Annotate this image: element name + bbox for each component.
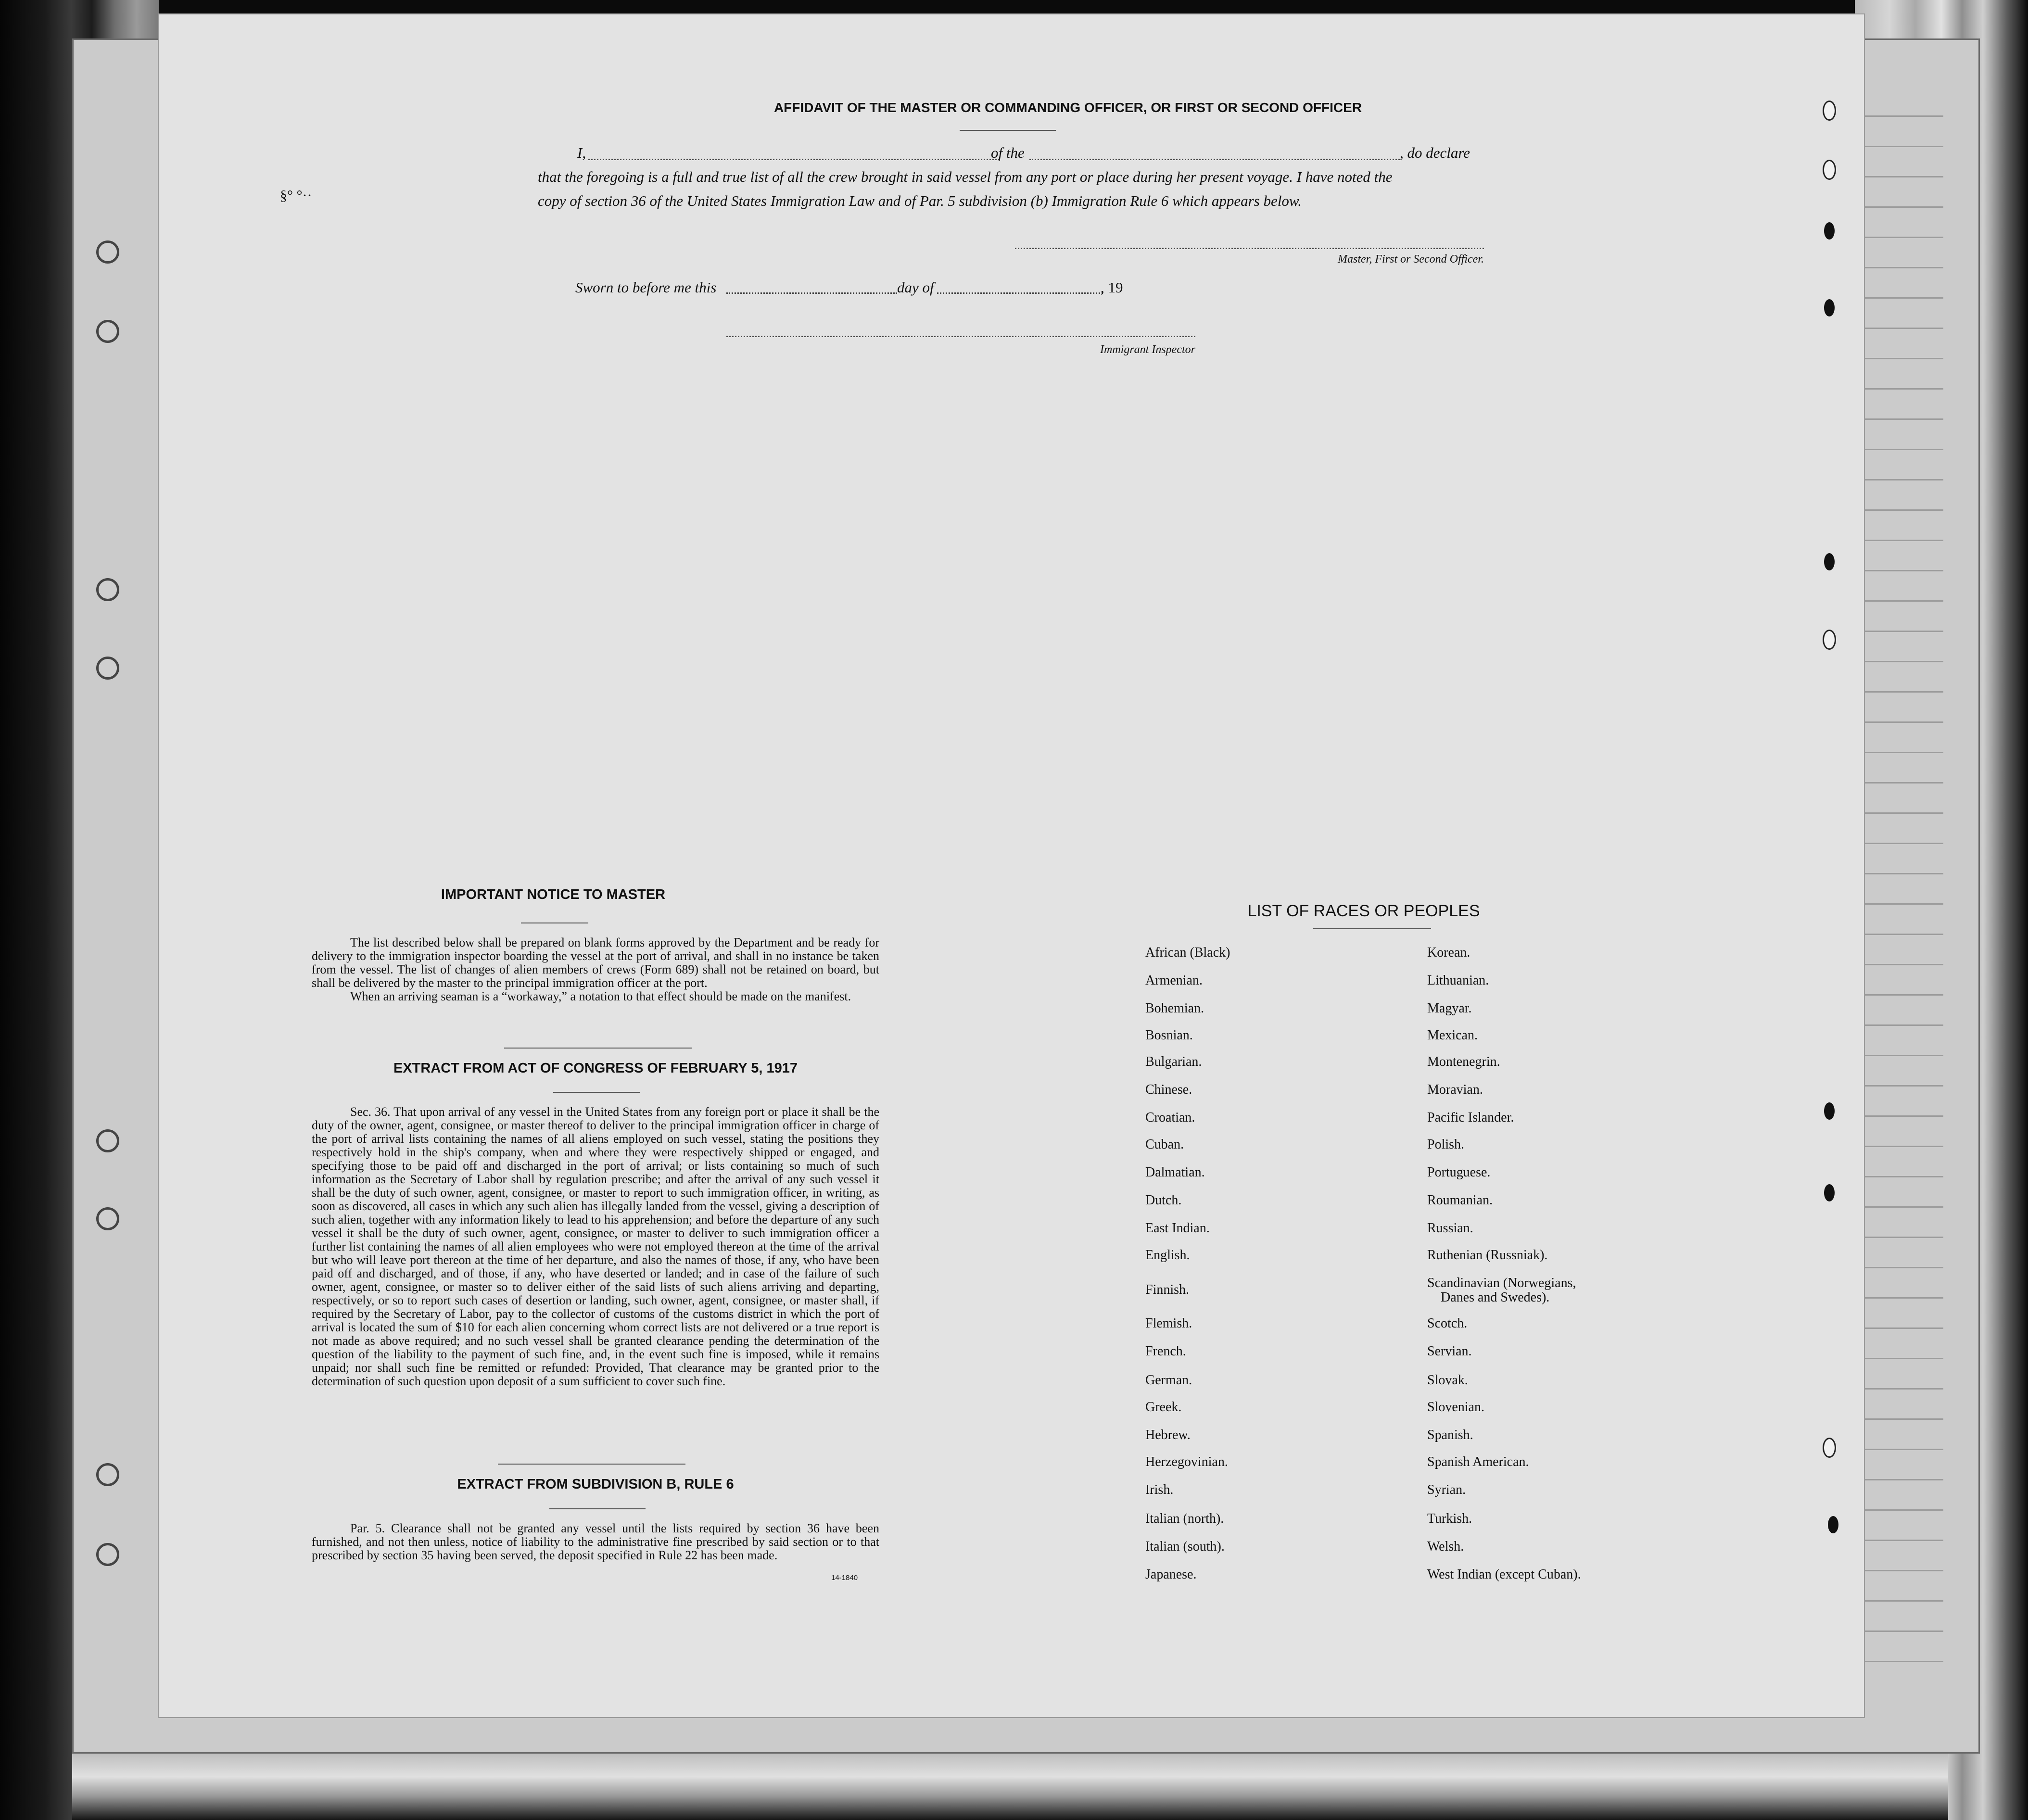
affidavit-declare: , do declare	[1400, 144, 1470, 161]
race-item: English.	[1145, 1248, 1190, 1263]
affidavit-line3: copy of section 36 of the United States Immigration Law and of Par. 5 subdivision (b) Immigration Rule 6 which appears below.	[538, 192, 1302, 209]
binder-hole	[1824, 1439, 1835, 1456]
punch-hole	[96, 1207, 119, 1230]
race-item: German.	[1145, 1373, 1192, 1388]
race-item: Russian.	[1427, 1221, 1473, 1236]
extract-act-underline	[553, 1092, 640, 1093]
binder-hole	[1824, 1184, 1835, 1201]
race-item: Italian (south).	[1145, 1539, 1225, 1554]
race-item: Greek.	[1145, 1400, 1182, 1415]
race-item: Servian.	[1427, 1344, 1472, 1359]
race-item: Italian (north).	[1145, 1511, 1224, 1526]
race-item: Magyar.	[1427, 1001, 1472, 1016]
punch-hole	[96, 1463, 119, 1486]
race-item: Bosnian.	[1145, 1028, 1193, 1043]
inspector-label: Immigrant Inspector	[1100, 343, 1195, 356]
race-item: Hebrew.	[1145, 1428, 1191, 1442]
title-underline	[960, 130, 1056, 131]
extract-act-title: EXTRACT FROM ACT OF CONGRESS OF FEBRUARY 5, 1917	[393, 1061, 798, 1076]
affidavit-title: AFFIDAVIT OF THE MASTER OR COMMANDING OFFICER, OR FIRST OR SECOND OFFICER	[773, 100, 1362, 115]
race-item: Montenegrin.	[1427, 1054, 1500, 1069]
binder-hole	[1824, 222, 1835, 240]
race-item: Dalmatian.	[1145, 1165, 1205, 1180]
binder-hole	[1824, 161, 1835, 178]
race-item: Spanish.	[1427, 1428, 1473, 1442]
race-item: Mexican.	[1427, 1028, 1478, 1043]
race-item: Lithuanian.	[1427, 973, 1489, 988]
section-divider	[504, 1048, 692, 1049]
binder-hole	[1824, 553, 1835, 570]
race-item: Finnish.	[1145, 1282, 1190, 1297]
par-5-text: Par. 5. Clearance shall not be granted any vessel until the lists required by section 36 have been furnished, and not then unless, notice of liability to the administrative fine prescribed by said section or to that prescribed by section 35 having been served, the deposit specified in Rule 22 has been made.	[312, 1521, 879, 1562]
extract-rule-text	[312, 1522, 879, 1562]
race-item: Turkish.	[1427, 1511, 1472, 1526]
race-item: Chinese.	[1145, 1082, 1192, 1097]
form-number: 14-1840	[831, 1574, 858, 1582]
vessel-blank[interactable]	[1029, 159, 1400, 160]
race-item: Japanese.	[1145, 1567, 1197, 1582]
race-item: Dutch.	[1145, 1193, 1182, 1208]
master-signature-label: Master, First or Second Officer.	[1338, 253, 1484, 265]
race-item: Slovak.	[1427, 1373, 1468, 1388]
affidavit-line2: that the foregoing is a full and true list of all the crew brought in said vessel from any port or place during her present voyage. I have noted the	[538, 168, 1393, 185]
race-item: West Indian (except Cuban).	[1427, 1567, 1581, 1582]
race-item: Bohemian.	[1145, 1001, 1204, 1016]
section-36-text: Sec. 36. That upon arrival of any vessel in the United States from any foreign port or place it shall be the duty of the owner, agent, consignee, or master thereof to deliver to the principal immigration officer in charge of the port of arrival lists containing the names of all aliens employed on such vessel, stating the positions they respectively hold in the ship's company, when and where they were respectively shipped or engaged, and specifying those to be paid off and discharged in the port of arrival; or lists containing so much of such information as the Secretary of Labor shall by regulation prescribe; and after the arrival of any such vessel it shall be the duty of such owner, agent, consignee, or master to report to such immigration officer, in writing, as soon as discovered, all cases in which any such alien has illegally landed from the vessel, giving a description of such alien, together with any information likely to lead to his apprehension; and before the departure of any such vessel it shall be the duty of such owner, agent, consignee, or master to deliver to such immigration officer a further list containing the names of all alien employees who were not employed thereon at the time of the arrival but who will leave port thereon at the time of her departure, and also the names of those, if any, who have been paid off and discharged, and of those, if any, who have deserted or landed; and in case of the failure of such owner, agent, consignee, or master so to deliver either of the said lists of such aliens arriving and departing, respectively, or so to report such cases of desertion or landing, such owner, agent, consignee, or master shall, if required by the Secretary of Labor, pay to the collector of customs of the customs district in which the port of arrival is located the sum of $10 for each alien concerning whom correct lists are not delivered or a true report is not made as above required; and no such vessel shall be granted clearance pending the determination of the question of the liability to the payment of such fine, and, in the event such fine is imposed, while it remains unpaid; nor shall such fine be remitted or refunded: Provided, That clearance may be granted prior to the determination of such question upon deposit of a sum sufficient to cover such fine.	[312, 1105, 879, 1388]
race-item: Scotch.	[1427, 1316, 1468, 1331]
punch-hole	[96, 1129, 119, 1152]
notice-paragraph-2: When an arriving seaman is a “workaway,” a notation to that effect should be made on the manifest.	[350, 989, 851, 1003]
race-item: Scandinavian (Norwegians,	[1427, 1276, 1576, 1290]
sworn-day-blank[interactable]	[726, 292, 897, 294]
race-item: Roumanian.	[1427, 1193, 1493, 1208]
binder-hole	[1824, 299, 1835, 316]
notice-paragraph-1: The list described below shall be prepared on blank forms approved by the Department and be ready for delivery to the immigration inspector boarding the vessel at the port of arrival, and shall in no instance be taken from the vessel. The list of changes of alien members of crews (Form 689) shall not be retained on board, but shall be delivered by the master to the principal immigration officer at the port.	[312, 935, 879, 990]
punch-hole	[96, 1543, 119, 1566]
binder-hole	[1824, 1102, 1835, 1120]
affidavit-i: I,	[577, 144, 586, 161]
races-title: LIST OF RACES OR PEOPLES	[1247, 902, 1480, 920]
name-blank[interactable]	[588, 159, 1000, 160]
sworn-year: , 19	[1101, 279, 1123, 296]
sworn-prefix: Sworn to before me this	[575, 279, 717, 296]
underlying-sheet-lines	[1857, 87, 1943, 1674]
race-item: Korean.	[1427, 945, 1470, 960]
race-item: African (Black)	[1145, 945, 1230, 960]
margin-marks: §° °··	[280, 188, 312, 203]
inspector-signature-line[interactable]	[726, 336, 1195, 337]
section-divider	[498, 1464, 685, 1465]
race-item: Portuguese.	[1427, 1165, 1491, 1180]
punch-hole	[96, 578, 119, 601]
master-signature-line[interactable]	[1015, 248, 1484, 249]
race-item: Croatian.	[1145, 1110, 1195, 1125]
race-item: Pacific Islander.	[1427, 1110, 1514, 1125]
race-item: Polish.	[1427, 1137, 1465, 1152]
punch-hole	[96, 240, 119, 264]
race-item: Moravian.	[1427, 1082, 1483, 1097]
race-item: East Indian.	[1145, 1221, 1210, 1236]
binder-hole	[1824, 631, 1835, 648]
race-item: Flemish.	[1145, 1316, 1192, 1331]
binder-hole	[1828, 1516, 1838, 1533]
race-item: Slovenian.	[1427, 1400, 1484, 1415]
extract-rule-title: EXTRACT FROM SUBDIVISION B, RULE 6	[457, 1477, 734, 1492]
race-item: Spanish American.	[1427, 1454, 1529, 1469]
notice-text	[312, 936, 879, 1003]
race-item: Ruthenian (Russniak).	[1427, 1248, 1548, 1263]
race-item: Cuban.	[1145, 1137, 1184, 1152]
extract-rule-underline	[549, 1508, 646, 1509]
extract-act-text	[312, 1105, 879, 1388]
race-item: French.	[1145, 1344, 1186, 1359]
punch-hole	[96, 657, 119, 680]
sworn-month-blank[interactable]	[937, 292, 1103, 294]
race-item: Syrian.	[1427, 1482, 1466, 1497]
punch-hole	[96, 320, 119, 343]
races-underline	[1313, 928, 1431, 929]
document-page	[159, 14, 1864, 1717]
race-item: Herzegovinian.	[1145, 1454, 1228, 1469]
notice-title: IMPORTANT NOTICE TO MASTER	[441, 887, 666, 902]
affidavit-of-the: of the	[991, 144, 1025, 161]
race-item: Irish.	[1145, 1482, 1174, 1497]
race-item: Danes and Swedes).	[1441, 1290, 1550, 1305]
binder-hole	[1824, 102, 1835, 119]
sworn-day-of: day of	[897, 279, 934, 296]
race-item: Welsh.	[1427, 1539, 1464, 1554]
race-item: Bulgarian.	[1145, 1054, 1202, 1069]
race-item: Armenian.	[1145, 973, 1203, 988]
